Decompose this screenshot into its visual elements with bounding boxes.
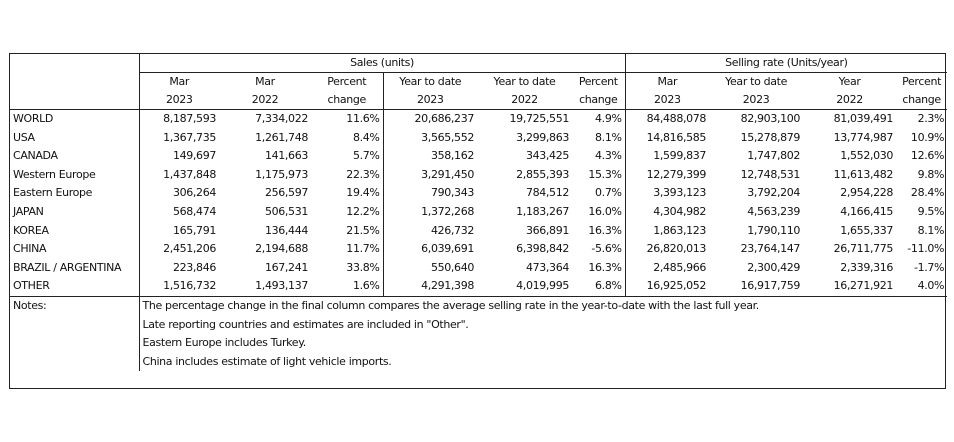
- table-cell: 167,241: [264, 260, 308, 274]
- table-cell: 1,437,848: [163, 167, 216, 181]
- table-cell: 3,393,123: [653, 186, 707, 200]
- table-row: [10, 184, 947, 203]
- table-cell: 3,565,552: [421, 130, 474, 144]
- table-cell: 82,903,100: [740, 112, 801, 125]
- table-cell: 473,364: [525, 260, 569, 274]
- table-cell: 1,261,748: [255, 130, 308, 144]
- region-label: CHINA: [10, 240, 139, 259]
- region-label: BRAZIL / ARGENTINA: [10, 259, 139, 278]
- column-header: 2022: [803, 91, 896, 110]
- table-cell: 11,613,482: [833, 167, 894, 181]
- note-line: China includes estimate of light vehicle imports.: [142, 354, 392, 368]
- table-cell: 426,732: [430, 223, 474, 237]
- table-cell: 4.9%: [572, 110, 625, 129]
- table-cell: 16.3%: [572, 222, 625, 241]
- table-cell: 1,367,735: [163, 130, 216, 144]
- table-cell: 8.1%: [572, 129, 625, 148]
- sales-group-header: Sales (units): [139, 54, 625, 73]
- table-cell: 16.0%: [572, 203, 625, 222]
- table-cell: 2,339,316: [840, 260, 894, 274]
- table-cell: 26,820,013: [646, 242, 707, 256]
- table-cell: 1,175,973: [255, 167, 308, 181]
- table-cell: 136,444: [264, 223, 308, 237]
- sales-table: [10, 54, 947, 371]
- column-header: change: [896, 91, 947, 110]
- table-cell: 22.3%: [311, 166, 383, 185]
- table-cell: 1,599,837: [653, 149, 707, 163]
- region-label: JAPAN: [10, 203, 139, 222]
- region-label: WORLD: [10, 110, 139, 129]
- table-row: [10, 222, 947, 241]
- notes-row: [10, 296, 947, 315]
- table-cell: 8,187,593: [163, 112, 216, 125]
- selling-rate-group-header: Selling rate (Units/year): [625, 54, 947, 73]
- table-cell: 6,398,842: [516, 242, 569, 256]
- column-header: change: [311, 91, 383, 110]
- column-header: Percent: [902, 75, 942, 88]
- table-cell: 306,264: [172, 186, 216, 200]
- table-cell: 141,663: [264, 149, 308, 163]
- column-header: 2023: [709, 91, 803, 110]
- table-cell: 149,697: [172, 149, 216, 163]
- table-cell: 15,278,879: [740, 130, 801, 144]
- table-body: [10, 54, 947, 371]
- table-cell: 0.7%: [572, 184, 625, 203]
- table-cell: -1.7%: [913, 260, 945, 274]
- table-cell: 506,531: [264, 204, 308, 218]
- column-header-row: [10, 91, 947, 110]
- notes-label-blank: [10, 334, 139, 353]
- column-header: Year: [838, 75, 861, 88]
- group-header-row: [10, 54, 947, 73]
- table-cell: 81,039,491: [833, 112, 894, 125]
- table-cell: 4.0%: [917, 279, 945, 293]
- table-cell: 223,846: [172, 260, 216, 274]
- table-cell: 343,425: [525, 149, 569, 163]
- table-cell: 1,552,030: [840, 149, 894, 163]
- table-cell: -11.0%: [907, 242, 945, 256]
- column-header: Percent: [311, 73, 383, 92]
- table-cell: 3,299,863: [516, 130, 569, 144]
- table-cell: 21.5%: [311, 222, 383, 241]
- table-cell: 1,863,123: [653, 223, 707, 237]
- notes-row: [10, 316, 947, 335]
- table-cell: 8.1%: [917, 223, 945, 237]
- table-row: [10, 147, 947, 166]
- table-cell: 19.4%: [311, 184, 383, 203]
- table-cell: 15.3%: [572, 166, 625, 185]
- notes-label-blank: [10, 316, 139, 335]
- column-header: Year to date: [493, 75, 556, 88]
- table-cell: 6.8%: [572, 277, 625, 296]
- column-header: Percent: [572, 73, 625, 92]
- region-label: CANADA: [10, 147, 139, 166]
- notes-label: Notes:: [10, 296, 139, 315]
- table-cell: 5.7%: [311, 147, 383, 166]
- table-row: [10, 259, 947, 278]
- table-row: [10, 203, 947, 222]
- region-label: OTHER: [10, 277, 139, 296]
- table-cell: 165,791: [172, 223, 216, 237]
- table-cell: 790,343: [430, 186, 474, 200]
- table-cell: 2,855,393: [516, 167, 569, 181]
- note-line: Late reporting countries and estimates are included in "Other".: [142, 317, 469, 331]
- table-cell: 4,291,398: [421, 279, 474, 293]
- column-header: 2022: [219, 91, 311, 110]
- table-cell: 1.6%: [311, 277, 383, 296]
- table-cell: 1,372,268: [421, 204, 474, 218]
- table-cell: 28.4%: [910, 186, 945, 200]
- table-cell: 2,485,966: [653, 260, 707, 274]
- table-cell: 3,792,204: [747, 186, 801, 200]
- header-blank-cell: [10, 54, 139, 73]
- table-cell: -5.6%: [572, 240, 625, 259]
- note-line: Eastern Europe includes Turkey.: [142, 336, 306, 350]
- column-header: Year to date: [399, 75, 462, 88]
- column-header: Mar: [657, 75, 678, 88]
- header-blank-cell: [10, 73, 139, 92]
- table-cell: 13,774,987: [833, 130, 894, 144]
- table-cell: 9.5%: [917, 204, 945, 218]
- table-cell: 256,597: [264, 186, 308, 200]
- table-cell: 12.2%: [311, 203, 383, 222]
- table-cell: 1,183,267: [516, 204, 569, 218]
- table-cell: 1,655,337: [840, 223, 894, 237]
- region-label: USA: [10, 129, 139, 148]
- table-cell: 2,954,228: [840, 186, 894, 200]
- table-cell: 784,512: [525, 186, 569, 200]
- table-cell: 16,917,759: [740, 279, 801, 293]
- table-row: [10, 129, 947, 148]
- column-header-row: [10, 73, 947, 92]
- column-header: 2022: [477, 91, 572, 110]
- table-cell: 4,166,415: [840, 204, 894, 218]
- table-cell: 11.7%: [311, 240, 383, 259]
- column-header: Mar: [169, 75, 190, 88]
- table-cell: 2.3%: [917, 112, 945, 125]
- table-cell: 1,493,137: [255, 279, 308, 293]
- table-cell: 366,891: [525, 223, 569, 237]
- column-header: 2023: [625, 91, 709, 110]
- region-label: Western Europe: [10, 166, 139, 185]
- table-cell: 8.4%: [311, 129, 383, 148]
- table-cell: 12,748,531: [740, 167, 801, 181]
- notes-row: [10, 353, 947, 372]
- table-cell: 84,488,078: [646, 112, 707, 125]
- table-row: [10, 277, 947, 296]
- header-blank-cell: [10, 91, 139, 110]
- table-cell: 4.3%: [572, 147, 625, 166]
- table-cell: 12.6%: [910, 149, 945, 163]
- table-row: [10, 166, 947, 185]
- table-cell: 6,039,691: [421, 242, 474, 256]
- column-header: 2023: [139, 91, 219, 110]
- table-cell: 4,563,239: [747, 204, 801, 218]
- table-cell: 26,711,775: [833, 242, 894, 256]
- table-cell: 23,764,147: [740, 242, 801, 256]
- table-cell: 568,474: [172, 204, 216, 218]
- table-cell: 20,686,237: [414, 112, 474, 125]
- region-label: KOREA: [10, 222, 139, 241]
- table-cell: 12,279,399: [646, 167, 707, 181]
- table-cell: 19,725,551: [509, 112, 569, 125]
- table-cell: 2,300,429: [747, 260, 801, 274]
- table-cell: 1,790,110: [747, 223, 801, 237]
- table-cell: 550,640: [430, 260, 474, 274]
- table-cell: 358,162: [430, 149, 474, 163]
- table-cell: 16.3%: [572, 259, 625, 278]
- sales-table-container: [9, 53, 946, 389]
- table-cell: 14,816,585: [646, 130, 707, 144]
- table-cell: 2,194,688: [255, 242, 308, 256]
- column-header: Mar: [255, 75, 275, 88]
- table-cell: 33.8%: [311, 259, 383, 278]
- notes-label-blank: [10, 353, 139, 372]
- table-cell: 1,516,732: [163, 279, 216, 293]
- table-cell: 7,334,022: [255, 112, 308, 125]
- table-cell: 1,747,802: [747, 149, 801, 163]
- column-header: 2023: [383, 91, 477, 110]
- region-label: Eastern Europe: [10, 184, 139, 203]
- table-cell: 3,291,450: [421, 167, 474, 181]
- table-cell: 4,304,982: [653, 204, 707, 218]
- column-header: Year to date: [725, 75, 788, 88]
- table-cell: 11.6%: [311, 110, 383, 129]
- table-cell: 16,271,921: [833, 279, 894, 293]
- column-header: change: [572, 91, 625, 110]
- table-cell: 2,451,206: [163, 242, 216, 256]
- notes-row: [10, 334, 947, 353]
- table-cell: 9.8%: [917, 167, 945, 181]
- table-cell: 4,019,995: [516, 279, 569, 293]
- table-cell: 16,925,052: [646, 279, 707, 293]
- table-row: [10, 240, 947, 259]
- table-row: [10, 110, 947, 129]
- note-line: The percentage change in the final column compares the average selling rate in the year-to-date with the last full year.: [139, 296, 947, 315]
- table-cell: 10.9%: [910, 130, 945, 144]
